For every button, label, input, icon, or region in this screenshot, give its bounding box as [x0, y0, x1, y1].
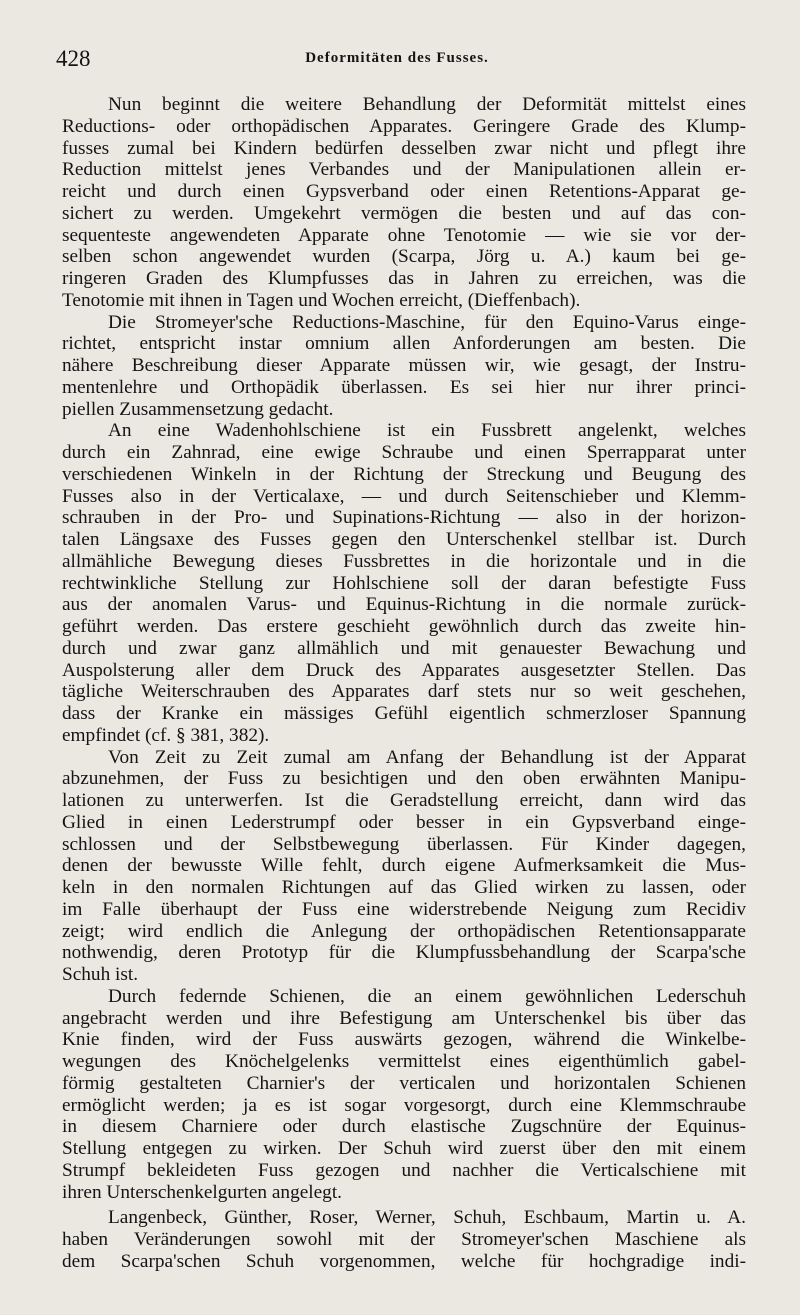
text-line: Nun beginnt die weitere Behandlung der Deformität mittelst eines — [108, 94, 746, 115]
text-line: Schuh ist. — [62, 964, 139, 985]
text-line: geführt werden. Das erstere geschieht gewöhnlich durch das zweite hin- — [62, 616, 746, 637]
text-line: Strumpf bekleideten Fuss gezogen und nachher die Verticalschiene mit — [62, 1159, 746, 1181]
page-number: 428 — [56, 46, 91, 71]
page-header — [56, 46, 738, 76]
text-line: aus der anomalen Varus- und Equinus-Richtung in die normale zurück- — [62, 594, 746, 616]
text-line: reicht und durch einen Gypsverband oder einen Retentions-Apparat ge- — [62, 181, 746, 202]
text-line: Tenotomie mit ihnen in Tagen und Wochen erreicht, (Dieffenbach). — [62, 289, 581, 311]
text-line: Reduction mittelst jenes Verbandes und der Manipulationen allein er- — [62, 159, 746, 181]
text-line: sequenteste angewendeten Apparate ohne Tenotomie — wie sie vor der- — [62, 224, 746, 246]
text-line: selben schon angewendet wurden (Scarpa, Jörg u. A.) kaum bei ge- — [62, 246, 746, 268]
text-line: förmig gestalteten Charnier's der verticalen und horizontalen Schienen — [62, 1072, 746, 1094]
text-line: tägliche Weiterschrauben des Apparates darf stets nur so weit geschehen, — [62, 681, 746, 703]
text-line: fusses zumal bei Kindern bedürfen desselben zwar nicht und pflegt ihre — [62, 137, 746, 159]
text-line: abzunehmen, der Fuss zu besichtigen und den oben erwähnten Manipu- — [62, 768, 746, 790]
text-line: ihren Unterschenkelgurten angelegt. — [62, 1181, 343, 1203]
text-line: angebracht werden und ihre Befestigung am Unterschenkel bis über das — [62, 1007, 746, 1029]
text-line: durch und zwar ganz allmählich und mit genauester Bewachung und — [62, 637, 746, 659]
text-line: Stellung entgegen zu wirken. Der Schuh wird zuerst über den mit einem — [62, 1138, 746, 1159]
text-line: Reductions- oder orthopädischen Apparates. Geringere Grade des Klump- — [62, 115, 746, 137]
text-line: wegungen des Knöchelgelenks vermittelst eines eigenthümlich gabel- — [62, 1051, 746, 1072]
text-line: talen Längsaxe des Fusses gegen den Unterschenkel stellbar ist. Durch — [62, 529, 746, 550]
text-line: piellen Zusammensetzung gedacht. — [62, 398, 334, 420]
text-line: sichert zu werden. Umgekehrt vermögen die besten und auf das con- — [62, 202, 746, 224]
text-line: ringeren Graden des Klumpfusses das in Jahren zu erreichen, was die — [62, 268, 746, 289]
text-line: An eine Wadenhohlschiene ist ein Fussbrett angelenkt, welches — [108, 420, 746, 442]
text-line: Glied in einen Lederstrumpf oder besser in ein Gypsverband einge- — [62, 811, 746, 833]
text-line: richtet, entspricht instar omnium allen Anforderungen am besten. Die — [62, 333, 746, 355]
text-line: nähere Beschreibung dieser Apparate müssen wir, wie gesagt, der Instru- — [62, 355, 746, 376]
text-line: allmähliche Bewegung dieses Fussbrettes in die horizontale und in die — [62, 550, 746, 572]
text-line: durch ein Zahnrad, eine ewige Schraube und einen Sperrapparat unter — [62, 442, 746, 463]
text-line: mentenlehre und Orthopädik überlassen. Es sei hier nur ihrer princi- — [62, 376, 746, 398]
text-line: rechtwinkliche Stellung zur Hohlschiene soll der daran befestigte Fuss — [62, 572, 746, 594]
text-line: schlossen und der Selbstbewegung überlassen. Für Kinder dagegen, — [62, 833, 746, 855]
text-line: Von Zeit zu Zeit zumal am Anfang der Behandlung ist der Apparat — [108, 746, 746, 768]
text-line: keln in den normalen Richtungen auf das Glied wirken zu lassen, oder — [62, 877, 746, 898]
text-line: im Falle überhaupt der Fuss eine widerstrebende Neigung zum Recidiv — [62, 898, 746, 920]
text-line: schrauben in der Pro- und Supinations-Richtung — also in der horizon- — [62, 507, 746, 529]
text-line: denen der bewusste Wille fehlt, durch eigene Aufmerksamkeit die Mus- — [62, 855, 746, 877]
body-text — [62, 94, 746, 1273]
text-line: dass der Kranke ein mässiges Gefühl eigentlich schmerzloser Spannung — [62, 703, 746, 724]
text-line: Die Stromeyer'sche Reductions-Maschine, für den Equino-Varus einge- — [108, 311, 746, 333]
text-line: zeigt; wird endlich die Anlegung der orthopädischen Retentionsapparate — [62, 920, 746, 942]
text-line: empfindet (cf. § 381, 382). — [62, 724, 270, 746]
text-line: in diesem Charniere oder durch elastische Zugschnüre der Equinus- — [62, 1116, 746, 1138]
text-line: Fusses also in der Verticalaxe, — und durch Seitenschieber und Klemm- — [62, 485, 746, 507]
text-line: haben Veränderungen sowohl mit der Stromeyer'schen Maschiene als — [62, 1229, 746, 1250]
text-line: dem Scarpa'schen Schuh vorgenommen, welche für hochgradige indi- — [62, 1250, 746, 1272]
text-line: Knie finden, wird der Fuss auswärts gezogen, während die Winkelbe- — [62, 1029, 746, 1051]
text-line: Durch federnde Schienen, die an einem gewöhnlichen Lederschuh — [108, 985, 746, 1007]
text-line: Langenbeck, Günther, Roser, Werner, Schuh, Eschbaum, Martin u. A. — [108, 1207, 746, 1229]
running-head: Deformitäten des Fusses. — [305, 50, 489, 66]
text-line: verschiedenen Winkeln in der Richtung der Streckung und Beugung des — [62, 463, 746, 485]
text-line: lationen zu unterwerfen. Ist die Geradstellung erreicht, dann wird das — [62, 790, 746, 811]
text-line: Auspolsterung aller dem Druck des Apparates ausgesetzter Stellen. Das — [62, 659, 746, 681]
text-line: ermöglicht werden; ja es ist sogar vorgesorgt, durch eine Klemmschraube — [62, 1094, 746, 1116]
text-line: nothwendig, deren Prototyp für die Klumpfussbehandlung der Scarpa'sche — [62, 942, 746, 964]
